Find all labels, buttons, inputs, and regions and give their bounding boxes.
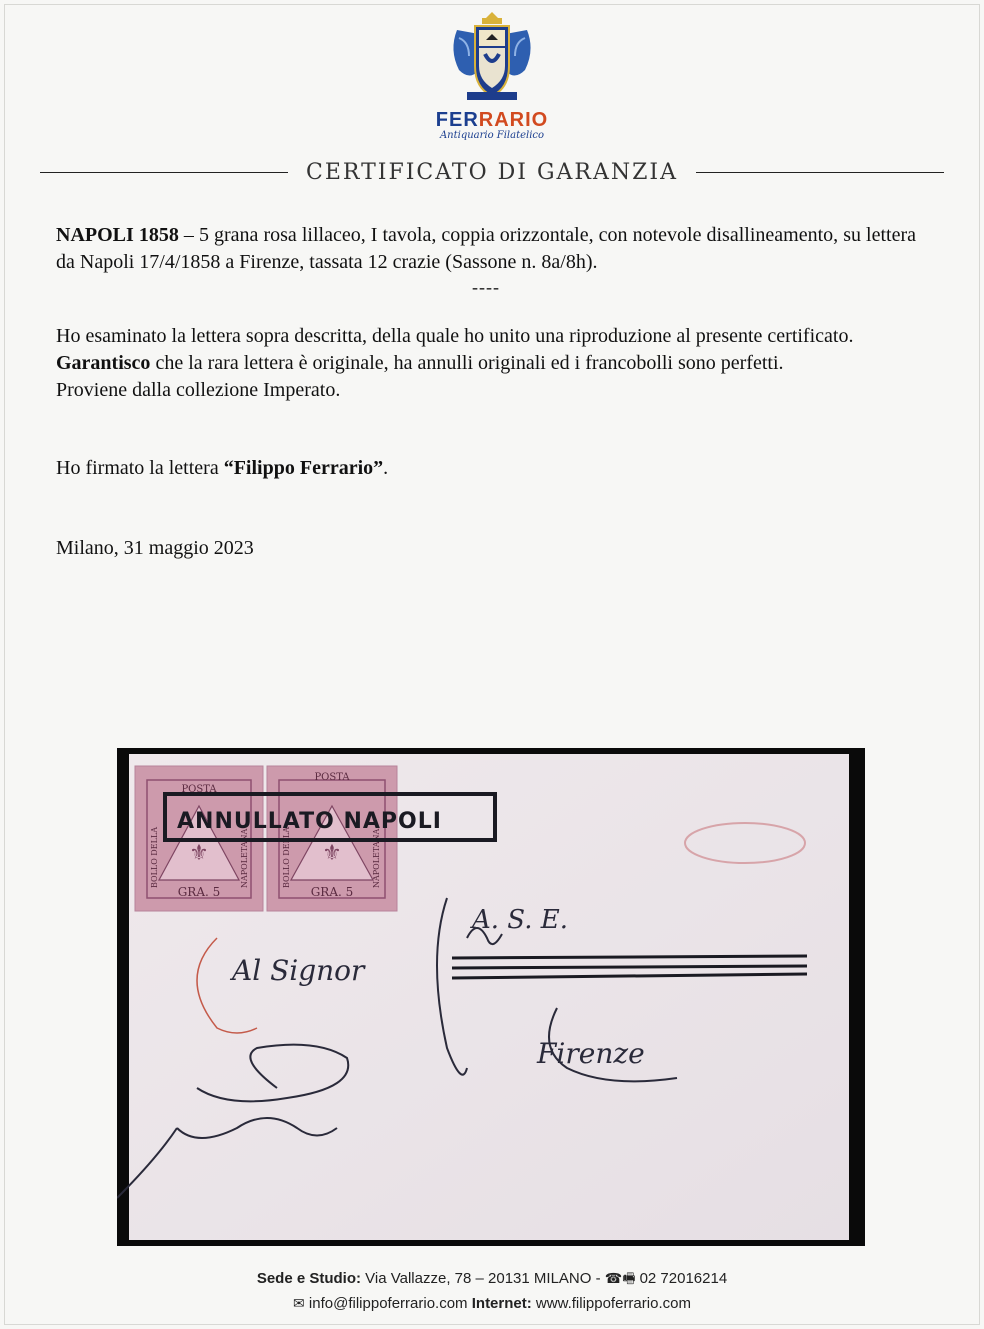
phone-number: 02 72016214 [635,1270,728,1287]
studio-label: Sede e Studio: [256,1270,361,1287]
item-details: – 5 grana rosa lillaceo, I tavola, coppia orizzontale, con notevole disallineamento, su lettera da Napoli 17/4/1858 a Firenze, tassata 12 crazie (Sassone n. 8a/8h). [56,224,916,273]
letter-salutation: A. S. E. [472,905,568,935]
title-row [40,157,944,187]
envelope-icon: ✉ [293,1295,305,1311]
svg-text:⚜: ⚜ [189,841,209,866]
stamp-left-side: BOLLO DELLA [150,827,159,888]
internet-label: Internet: [471,1295,532,1312]
letter-recipient: Al Signor [232,954,365,987]
title-rule-right [696,172,944,173]
stamp-right-header: POSTA [314,772,350,783]
date-place: Milano, 31 maggio 2023 [56,537,254,559]
brand-tagline: Antiquario Filatelico [439,130,545,141]
email-link[interactable]: info@filippoferrario.com [304,1295,472,1312]
brand-name: FERRARIO [435,109,549,131]
provenance-statement: Proviene dalla collezione Imperato. [56,379,341,401]
examination-statement: Ho esaminato la lettera sopra descritta, della quale ho unito una riproduzione al presente certificato. [56,325,854,347]
certificate-title: CERTIFICATO DI GARANZIA [306,159,678,185]
stamp-left-side-right: NAPOLETANA [240,828,249,888]
svg-text:⚜: ⚜ [322,841,342,866]
studio-address: Via Vallazze, 78 – 20131 MILANO - [361,1270,605,1287]
footer-address-line [0,1266,984,1291]
stamp-right-side: BOLLO DELLA [282,827,291,888]
stamp-left-header: POSTA [181,784,217,795]
letter-city: Firenze [537,1037,645,1070]
item-lead: NAPOLI 1858 [56,224,179,246]
item-description [56,222,916,276]
phone-fax-icon: ☎🖷 [604,1270,636,1286]
header-logo [0,10,984,141]
footer [0,1266,984,1316]
coat-of-arms-icon [447,10,537,105]
separator: ---- [472,277,500,297]
stamp-right-side-right: NAPOLETANA [372,828,381,888]
certificate-body [56,222,916,562]
title-rule-left [40,172,288,173]
signature-note: Ho firmato la lettera “Filippo Ferrario”. [56,457,389,479]
signer-name: “Filippo Ferrario” [223,457,384,479]
letter-photo [117,748,865,1246]
stamp-right-value: GRA. 5 [310,885,354,899]
stamp-left-value: GRA. 5 [177,885,221,899]
svg-text:ANNULLATO NAPOLI: ANNULLATO NAPOLI [177,809,442,834]
website-link[interactable]: www.filippoferrario.com [531,1295,691,1312]
letter-image [117,748,865,1246]
footer-contact-line [0,1291,984,1316]
guarantee-statement: Garantisco che la rara lettera è originale, ha annulli originali ed i francobolli sono perfetti. [56,352,784,374]
guarantee-keyword: Garantisco [56,352,151,374]
